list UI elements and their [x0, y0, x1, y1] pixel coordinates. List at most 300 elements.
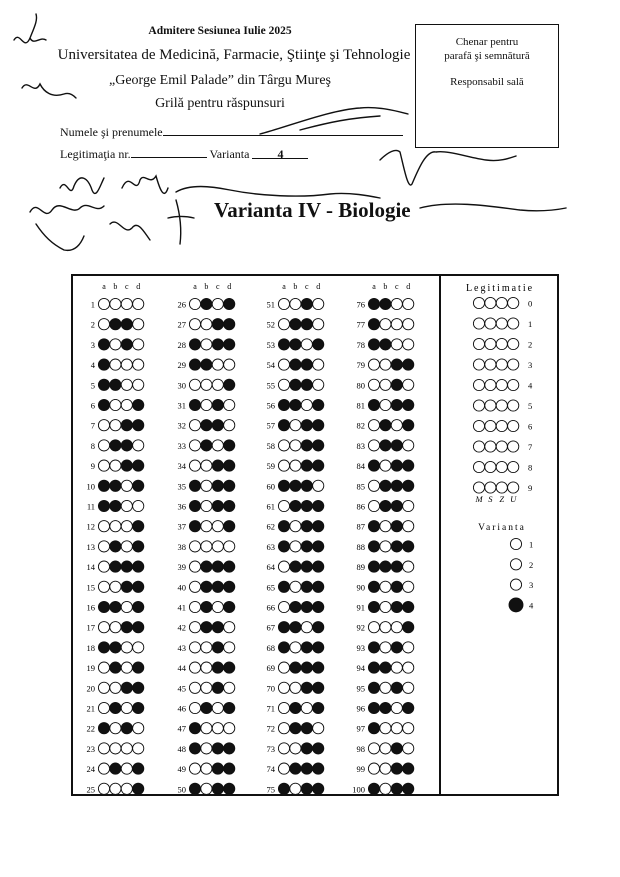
answer-bubble-d[interactable] [403, 460, 414, 471]
answer-bubble-b[interactable] [290, 622, 301, 633]
answer-bubble-a[interactable] [98, 480, 109, 491]
answer-bubble-b[interactable] [201, 601, 212, 612]
answer-bubble-c[interactable] [121, 723, 132, 734]
answer-bubble-b[interactable] [110, 763, 121, 774]
answer-bubble-d[interactable] [224, 500, 235, 511]
answer-bubble-c[interactable] [391, 561, 402, 572]
answer-bubble-b[interactable] [110, 783, 121, 794]
answer-bubble-d[interactable] [224, 702, 235, 713]
legitimatie-bubble[interactable] [508, 461, 519, 472]
answer-bubble-a[interactable] [368, 561, 379, 572]
answer-bubble-c[interactable] [301, 783, 312, 794]
answer-bubble-d[interactable] [133, 622, 144, 633]
answer-bubble-b[interactable] [290, 723, 301, 734]
answer-bubble-b[interactable] [110, 298, 121, 309]
answer-bubble-a[interactable] [189, 460, 200, 471]
legitimatie-bubble[interactable] [508, 441, 519, 452]
answer-bubble-c[interactable] [121, 541, 132, 552]
answer-bubble-c[interactable] [301, 541, 312, 552]
answer-bubble-d[interactable] [133, 480, 144, 491]
answer-bubble-c[interactable] [391, 440, 402, 451]
answer-bubble-a[interactable] [189, 561, 200, 572]
legitimatie-bubble[interactable] [485, 297, 496, 308]
answer-bubble-c[interactable] [391, 581, 402, 592]
answer-bubble-c[interactable] [212, 500, 223, 511]
answer-bubble-c[interactable] [301, 460, 312, 471]
answer-bubble-d[interactable] [313, 642, 324, 653]
answer-bubble-d[interactable] [403, 379, 414, 390]
answer-bubble-b[interactable] [380, 339, 391, 350]
answer-bubble-b[interactable] [110, 399, 121, 410]
legitimatie-bubble[interactable] [496, 297, 507, 308]
legitimatie-bubble[interactable] [508, 379, 519, 390]
answer-bubble-d[interactable] [313, 359, 324, 370]
answer-bubble-d[interactable] [133, 460, 144, 471]
answer-bubble-b[interactable] [380, 561, 391, 572]
answer-bubble-b[interactable] [380, 440, 391, 451]
answer-bubble-c[interactable] [121, 440, 132, 451]
answer-bubble-d[interactable] [224, 359, 235, 370]
answer-bubble-a[interactable] [278, 500, 289, 511]
answer-bubble-c[interactable] [301, 682, 312, 693]
legitimatie-bubble[interactable] [473, 318, 484, 329]
answer-bubble-a[interactable] [189, 601, 200, 612]
answer-bubble-a[interactable] [368, 440, 379, 451]
legitimatie-bubble[interactable] [485, 482, 496, 493]
answer-bubble-d[interactable] [313, 339, 324, 350]
answer-bubble-b[interactable] [290, 541, 301, 552]
answer-bubble-d[interactable] [133, 399, 144, 410]
answer-bubble-c[interactable] [121, 500, 132, 511]
answer-bubble-a[interactable] [98, 359, 109, 370]
answer-bubble-d[interactable] [224, 521, 235, 532]
legitimatie-bubble[interactable] [485, 318, 496, 329]
legitimatie-bubble[interactable] [473, 297, 484, 308]
answer-bubble-c[interactable] [212, 521, 223, 532]
answer-bubble-c[interactable] [212, 480, 223, 491]
answer-bubble-b[interactable] [290, 460, 301, 471]
answer-bubble-d[interactable] [224, 723, 235, 734]
legitimatie-bubble[interactable] [496, 338, 507, 349]
answer-bubble-d[interactable] [224, 601, 235, 612]
answer-bubble-c[interactable] [391, 298, 402, 309]
answer-bubble-c[interactable] [212, 581, 223, 592]
answer-bubble-a[interactable] [98, 399, 109, 410]
answer-bubble-b[interactable] [290, 662, 301, 673]
answer-bubble-a[interactable] [189, 743, 200, 754]
answer-bubble-b[interactable] [110, 420, 121, 431]
answer-bubble-c[interactable] [391, 500, 402, 511]
answer-bubble-b[interactable] [110, 743, 121, 754]
answer-bubble-d[interactable] [313, 500, 324, 511]
answer-bubble-d[interactable] [403, 521, 414, 532]
answer-bubble-b[interactable] [380, 642, 391, 653]
answer-bubble-b[interactable] [201, 521, 212, 532]
answer-bubble-a[interactable] [368, 480, 379, 491]
answer-bubble-a[interactable] [368, 723, 379, 734]
answer-bubble-c[interactable] [391, 339, 402, 350]
answer-bubble-b[interactable] [380, 319, 391, 330]
answer-bubble-c[interactable] [391, 763, 402, 774]
answer-bubble-c[interactable] [301, 662, 312, 673]
answer-bubble-b[interactable] [380, 460, 391, 471]
legitimatie-bubble[interactable] [508, 400, 519, 411]
answer-bubble-b[interactable] [201, 642, 212, 653]
answer-bubble-c[interactable] [212, 702, 223, 713]
answer-bubble-d[interactable] [133, 339, 144, 350]
answer-bubble-c[interactable] [301, 480, 312, 491]
answer-bubble-c[interactable] [212, 783, 223, 794]
answer-bubble-a[interactable] [98, 601, 109, 612]
answer-bubble-a[interactable] [278, 339, 289, 350]
answer-bubble-a[interactable] [98, 561, 109, 572]
answer-bubble-d[interactable] [313, 702, 324, 713]
variant-bubble-4[interactable] [509, 598, 523, 612]
legitimatie-bubble[interactable] [485, 400, 496, 411]
answer-bubble-a[interactable] [189, 521, 200, 532]
answer-bubble-a[interactable] [368, 379, 379, 390]
answer-bubble-a[interactable] [189, 298, 200, 309]
answer-bubble-b[interactable] [110, 581, 121, 592]
answer-bubble-c[interactable] [121, 359, 132, 370]
answer-bubble-b[interactable] [380, 581, 391, 592]
answer-bubble-b[interactable] [380, 420, 391, 431]
answer-bubble-b[interactable] [201, 460, 212, 471]
answer-bubble-d[interactable] [403, 723, 414, 734]
answer-bubble-b[interactable] [380, 763, 391, 774]
answer-bubble-a[interactable] [189, 500, 200, 511]
legitimatie-bubble[interactable] [485, 379, 496, 390]
answer-bubble-c[interactable] [391, 783, 402, 794]
answer-bubble-d[interactable] [224, 440, 235, 451]
answer-bubble-d[interactable] [224, 743, 235, 754]
answer-bubble-d[interactable] [133, 440, 144, 451]
legitimatie-bubble[interactable] [508, 318, 519, 329]
legitimatie-bubble[interactable] [485, 441, 496, 452]
answer-bubble-a[interactable] [189, 662, 200, 673]
answer-bubble-b[interactable] [110, 541, 121, 552]
answer-bubble-c[interactable] [391, 601, 402, 612]
answer-bubble-b[interactable] [201, 743, 212, 754]
answer-bubble-d[interactable] [313, 783, 324, 794]
answer-bubble-a[interactable] [189, 440, 200, 451]
answer-bubble-c[interactable] [391, 723, 402, 734]
answer-bubble-c[interactable] [212, 319, 223, 330]
answer-bubble-a[interactable] [368, 622, 379, 633]
answer-bubble-b[interactable] [380, 702, 391, 713]
answer-bubble-a[interactable] [368, 319, 379, 330]
answer-bubble-d[interactable] [133, 319, 144, 330]
variant-bubble-3[interactable] [510, 579, 521, 590]
answer-bubble-c[interactable] [212, 601, 223, 612]
answer-bubble-d[interactable] [224, 682, 235, 693]
answer-bubble-a[interactable] [278, 359, 289, 370]
answer-bubble-b[interactable] [110, 359, 121, 370]
answer-bubble-c[interactable] [121, 379, 132, 390]
answer-bubble-a[interactable] [368, 642, 379, 653]
answer-bubble-b[interactable] [290, 440, 301, 451]
answer-bubble-d[interactable] [313, 581, 324, 592]
answer-bubble-a[interactable] [368, 743, 379, 754]
answer-bubble-c[interactable] [121, 581, 132, 592]
answer-bubble-b[interactable] [110, 561, 121, 572]
answer-bubble-a[interactable] [278, 601, 289, 612]
answer-bubble-a[interactable] [368, 783, 379, 794]
answer-bubble-b[interactable] [290, 379, 301, 390]
answer-bubble-b[interactable] [110, 480, 121, 491]
answer-bubble-a[interactable] [368, 359, 379, 370]
answer-bubble-b[interactable] [290, 601, 301, 612]
answer-bubble-d[interactable] [133, 743, 144, 754]
answer-bubble-d[interactable] [403, 581, 414, 592]
answer-bubble-d[interactable] [313, 541, 324, 552]
answer-bubble-c[interactable] [212, 440, 223, 451]
answer-bubble-d[interactable] [224, 339, 235, 350]
answer-bubble-a[interactable] [278, 581, 289, 592]
answer-bubble-b[interactable] [201, 359, 212, 370]
answer-bubble-d[interactable] [224, 763, 235, 774]
answer-bubble-c[interactable] [212, 379, 223, 390]
answer-bubble-b[interactable] [201, 420, 212, 431]
answer-bubble-c[interactable] [212, 642, 223, 653]
answer-bubble-d[interactable] [403, 662, 414, 673]
answer-bubble-a[interactable] [98, 581, 109, 592]
answer-bubble-b[interactable] [201, 298, 212, 309]
answer-bubble-c[interactable] [301, 319, 312, 330]
answer-bubble-b[interactable] [110, 319, 121, 330]
answer-bubble-d[interactable] [403, 359, 414, 370]
answer-bubble-a[interactable] [368, 298, 379, 309]
legitimatie-bubble[interactable] [508, 338, 519, 349]
answer-bubble-b[interactable] [201, 500, 212, 511]
answer-bubble-c[interactable] [212, 763, 223, 774]
answer-bubble-d[interactable] [313, 379, 324, 390]
answer-bubble-c[interactable] [391, 743, 402, 754]
answer-bubble-a[interactable] [278, 682, 289, 693]
answer-bubble-a[interactable] [278, 521, 289, 532]
answer-bubble-d[interactable] [133, 420, 144, 431]
answer-bubble-a[interactable] [368, 601, 379, 612]
answer-bubble-a[interactable] [98, 379, 109, 390]
answer-bubble-b[interactable] [110, 379, 121, 390]
answer-bubble-c[interactable] [301, 702, 312, 713]
answer-bubble-b[interactable] [290, 783, 301, 794]
answer-bubble-a[interactable] [98, 541, 109, 552]
answer-bubble-a[interactable] [189, 480, 200, 491]
answer-bubble-c[interactable] [212, 723, 223, 734]
legitimatie-bubble[interactable] [496, 420, 507, 431]
answer-bubble-c[interactable] [212, 298, 223, 309]
answer-bubble-a[interactable] [278, 420, 289, 431]
answer-bubble-d[interactable] [224, 783, 235, 794]
answer-bubble-d[interactable] [403, 500, 414, 511]
answer-bubble-d[interactable] [313, 399, 324, 410]
answer-bubble-b[interactable] [110, 460, 121, 471]
answer-bubble-d[interactable] [403, 682, 414, 693]
answer-bubble-c[interactable] [301, 723, 312, 734]
answer-bubble-b[interactable] [110, 339, 121, 350]
answer-bubble-d[interactable] [224, 379, 235, 390]
answer-bubble-c[interactable] [301, 521, 312, 532]
answer-bubble-b[interactable] [201, 379, 212, 390]
answer-bubble-b[interactable] [110, 682, 121, 693]
answer-bubble-a[interactable] [98, 420, 109, 431]
answer-bubble-a[interactable] [189, 622, 200, 633]
answer-bubble-b[interactable] [201, 561, 212, 572]
answer-bubble-a[interactable] [278, 702, 289, 713]
answer-bubble-c[interactable] [121, 783, 132, 794]
answer-bubble-c[interactable] [121, 399, 132, 410]
answer-bubble-d[interactable] [224, 581, 235, 592]
answer-bubble-b[interactable] [201, 319, 212, 330]
answer-bubble-d[interactable] [403, 622, 414, 633]
answer-bubble-c[interactable] [391, 702, 402, 713]
answer-bubble-b[interactable] [290, 682, 301, 693]
answer-bubble-b[interactable] [110, 702, 121, 713]
answer-bubble-d[interactable] [133, 682, 144, 693]
answer-bubble-d[interactable] [133, 541, 144, 552]
answer-bubble-b[interactable] [380, 723, 391, 734]
answer-bubble-a[interactable] [189, 581, 200, 592]
answer-bubble-b[interactable] [380, 662, 391, 673]
answer-bubble-d[interactable] [133, 581, 144, 592]
answer-bubble-c[interactable] [212, 339, 223, 350]
legitimatie-bubble[interactable] [485, 420, 496, 431]
answer-bubble-c[interactable] [391, 642, 402, 653]
answer-bubble-a[interactable] [278, 399, 289, 410]
answer-bubble-a[interactable] [368, 702, 379, 713]
answer-bubble-a[interactable] [98, 319, 109, 330]
answer-bubble-b[interactable] [290, 480, 301, 491]
answer-bubble-a[interactable] [278, 622, 289, 633]
answer-bubble-b[interactable] [201, 440, 212, 451]
answer-bubble-d[interactable] [224, 480, 235, 491]
answer-bubble-c[interactable] [121, 480, 132, 491]
answer-bubble-c[interactable] [391, 399, 402, 410]
answer-bubble-a[interactable] [98, 763, 109, 774]
answer-bubble-b[interactable] [290, 399, 301, 410]
answer-bubble-b[interactable] [380, 399, 391, 410]
legitimatie-bubble[interactable] [485, 461, 496, 472]
answer-bubble-a[interactable] [189, 783, 200, 794]
answer-bubble-b[interactable] [290, 581, 301, 592]
answer-bubble-c[interactable] [301, 359, 312, 370]
answer-bubble-d[interactable] [403, 319, 414, 330]
answer-bubble-d[interactable] [224, 399, 235, 410]
answer-bubble-c[interactable] [301, 743, 312, 754]
answer-bubble-c[interactable] [121, 319, 132, 330]
answer-bubble-c[interactable] [121, 298, 132, 309]
answer-bubble-c[interactable] [212, 662, 223, 673]
legitimatie-bubble[interactable] [473, 379, 484, 390]
answer-bubble-b[interactable] [380, 783, 391, 794]
answer-bubble-c[interactable] [121, 521, 132, 532]
answer-bubble-a[interactable] [98, 339, 109, 350]
legitimatie-bubble[interactable] [485, 359, 496, 370]
answer-bubble-a[interactable] [368, 521, 379, 532]
answer-bubble-d[interactable] [313, 440, 324, 451]
answer-bubble-d[interactable] [133, 601, 144, 612]
answer-bubble-d[interactable] [224, 541, 235, 552]
answer-bubble-c[interactable] [391, 541, 402, 552]
answer-bubble-a[interactable] [278, 319, 289, 330]
answer-bubble-b[interactable] [201, 581, 212, 592]
answer-bubble-b[interactable] [290, 763, 301, 774]
answer-bubble-a[interactable] [189, 723, 200, 734]
answer-bubble-c[interactable] [391, 622, 402, 633]
answer-bubble-a[interactable] [189, 319, 200, 330]
answer-bubble-b[interactable] [380, 500, 391, 511]
answer-bubble-a[interactable] [98, 460, 109, 471]
answer-bubble-c[interactable] [121, 662, 132, 673]
answer-bubble-d[interactable] [224, 561, 235, 572]
answer-bubble-d[interactable] [133, 642, 144, 653]
answer-bubble-b[interactable] [290, 500, 301, 511]
answer-bubble-c[interactable] [301, 642, 312, 653]
answer-bubble-d[interactable] [403, 743, 414, 754]
answer-bubble-a[interactable] [368, 399, 379, 410]
answer-bubble-b[interactable] [110, 723, 121, 734]
legitimatie-bubble[interactable] [473, 482, 484, 493]
answer-bubble-d[interactable] [403, 399, 414, 410]
answer-bubble-d[interactable] [403, 541, 414, 552]
answer-bubble-b[interactable] [380, 379, 391, 390]
answer-bubble-c[interactable] [121, 743, 132, 754]
answer-bubble-b[interactable] [110, 440, 121, 451]
answer-bubble-b[interactable] [290, 319, 301, 330]
answer-bubble-a[interactable] [98, 500, 109, 511]
answer-bubble-b[interactable] [290, 702, 301, 713]
answer-bubble-a[interactable] [189, 763, 200, 774]
answer-bubble-d[interactable] [403, 783, 414, 794]
answer-bubble-c[interactable] [121, 460, 132, 471]
legitimatie-bubble[interactable] [473, 420, 484, 431]
answer-bubble-d[interactable] [313, 723, 324, 734]
answer-bubble-d[interactable] [133, 723, 144, 734]
answer-bubble-b[interactable] [110, 642, 121, 653]
answer-bubble-b[interactable] [380, 682, 391, 693]
legitimatie-bubble[interactable] [508, 420, 519, 431]
answer-bubble-d[interactable] [313, 480, 324, 491]
legitimatie-bubble[interactable] [496, 400, 507, 411]
answer-bubble-a[interactable] [189, 541, 200, 552]
answer-bubble-c[interactable] [121, 642, 132, 653]
answer-bubble-b[interactable] [110, 622, 121, 633]
answer-bubble-d[interactable] [313, 298, 324, 309]
answer-bubble-b[interactable] [380, 743, 391, 754]
answer-bubble-b[interactable] [201, 480, 212, 491]
legitimatie-bubble[interactable] [473, 461, 484, 472]
answer-bubble-c[interactable] [212, 743, 223, 754]
answer-bubble-a[interactable] [189, 339, 200, 350]
answer-bubble-a[interactable] [278, 480, 289, 491]
answer-bubble-a[interactable] [368, 460, 379, 471]
answer-bubble-a[interactable] [189, 420, 200, 431]
answer-bubble-a[interactable] [98, 682, 109, 693]
answer-bubble-a[interactable] [98, 662, 109, 673]
answer-bubble-d[interactable] [403, 339, 414, 350]
answer-bubble-a[interactable] [278, 642, 289, 653]
answer-bubble-b[interactable] [290, 743, 301, 754]
answer-bubble-c[interactable] [121, 622, 132, 633]
answer-bubble-b[interactable] [201, 399, 212, 410]
answer-bubble-c[interactable] [391, 662, 402, 673]
legitimatie-bubble[interactable] [508, 482, 519, 493]
answer-bubble-a[interactable] [278, 662, 289, 673]
answer-bubble-d[interactable] [224, 298, 235, 309]
answer-bubble-b[interactable] [110, 500, 121, 511]
answer-bubble-a[interactable] [189, 642, 200, 653]
